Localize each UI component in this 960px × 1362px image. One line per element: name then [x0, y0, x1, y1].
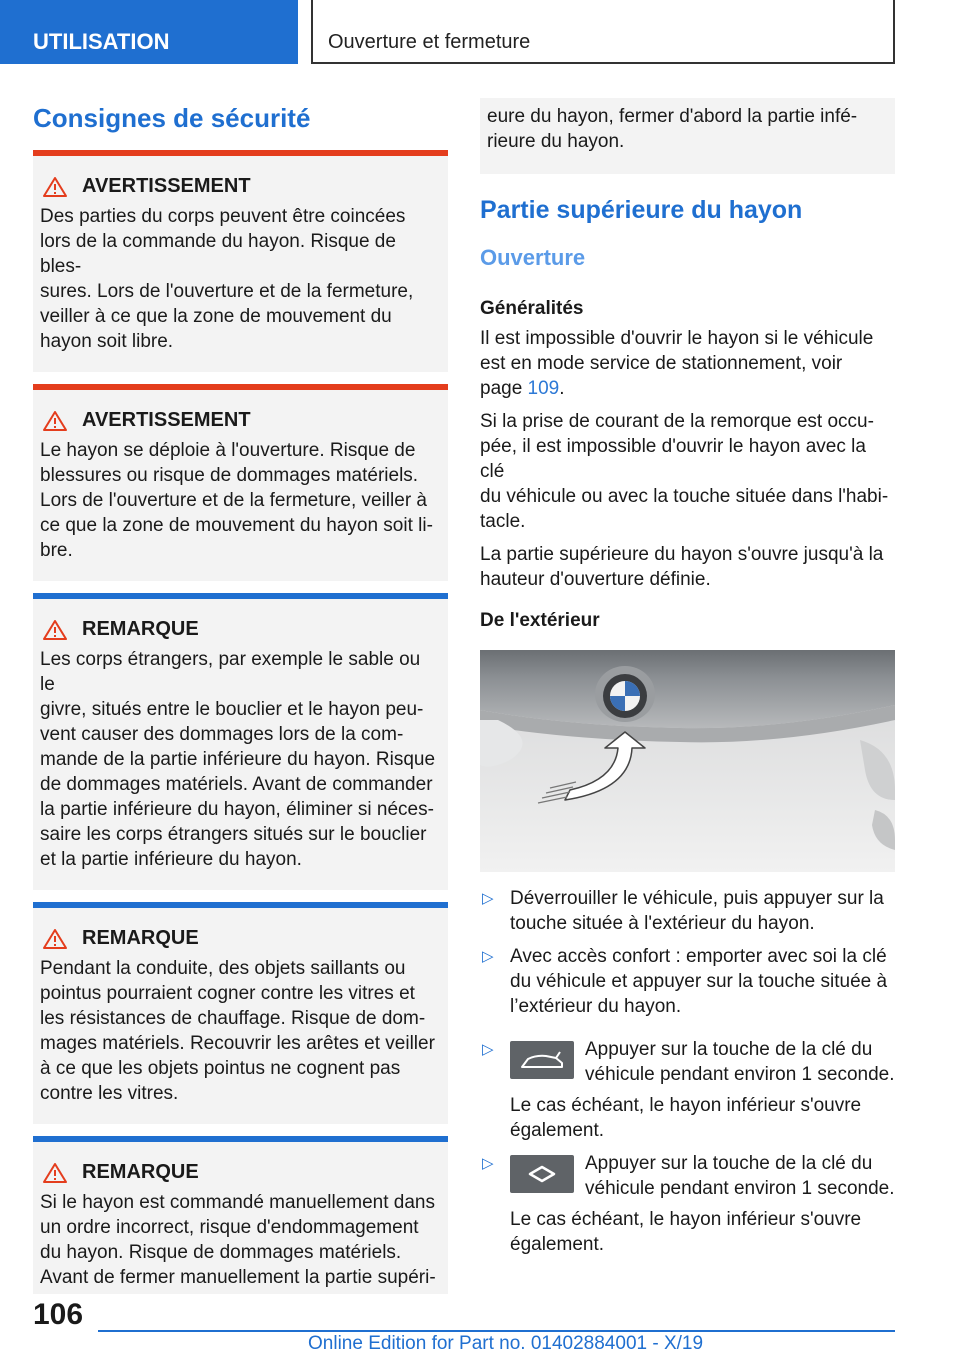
note-box-2: REMARQUE Pendant la conduite, des objets saillants ou pointus pourraient cogner contre les vitres et les résistances de chauffage. Risque de dom- mages matériels. Recouvrir les arêtes et veiller à ce que les objets pointus ne cognent pas contre les vitres. — [33, 902, 448, 1124]
exterior-title: De l'extérieur — [480, 610, 600, 631]
subsubsection-title: Ouverture — [480, 245, 586, 270]
subsection-title: Partie supérieure du hayon — [480, 196, 803, 224]
tailgate-button-photo — [480, 650, 895, 872]
warning-triangle-icon — [42, 410, 68, 432]
list-item: ▷ Déverrouiller le véhicule, puis appuyer sur la touche située à l'extérieur du hayon. — [482, 888, 884, 934]
left-column — [33, 98, 448, 1294]
paragraph-service-mode: Il est impossible d'ouvrir le hayon si le véhicule est en mode service de stationnement, voir page 109. — [480, 328, 874, 399]
warning-title: AVERTISSEMENT — [40, 174, 440, 199]
warning-triangle-icon — [42, 928, 68, 950]
tailgate-key-button-icon — [510, 1041, 574, 1079]
generalities-title: Généralités — [480, 298, 584, 319]
note-box-3: REMARQUE Si le hayon est commandé manuellement dans un ordre incorrect, risque d'endommagement du hayon. Risque de dommages matériels. Avant de fermer manuellement la partie supéri- — [33, 1136, 448, 1294]
header-section: UTILISATION — [0, 0, 298, 64]
right-column — [480, 98, 895, 1257]
note-title: REMARQUE — [40, 617, 440, 642]
header-chapter: Ouverture et fermeture — [311, 0, 895, 64]
paragraph-trailer-socket: Si la prise de courant de la remorque est occu- pée, il est impossible d'ouvrir le hayon avec la clé du véhicule ou avec la touche située dans l'habi- tacle. — [480, 411, 889, 532]
bullet-triangle-icon: ▷ — [482, 948, 494, 965]
footer-edition: Online Edition for Part no. 01402884001 - X/19 — [308, 1333, 704, 1354]
lower-tailgate-key-button-icon — [510, 1155, 574, 1193]
warning-title: AVERTISSEMENT — [40, 408, 440, 433]
bullet-triangle-icon: ▷ — [482, 890, 494, 907]
note-title: REMARQUE — [40, 926, 440, 951]
note-continuation: eure du hayon, fermer d'abord la partie infé- rieure du hayon. — [480, 98, 895, 174]
list-item: ▷ Appuyer sur la touche de la clé du véhicule pendant environ 1 seconde. Le cas échéant, le hayon inférieur s'ouvre également. — [482, 1153, 895, 1255]
section-title: Consignes de sécurité — [33, 103, 311, 133]
footer-divider — [98, 1330, 895, 1332]
page-reference-link[interactable]: 109 — [527, 378, 560, 399]
bullet-triangle-icon: ▷ — [482, 1155, 494, 1172]
page-number: 106 — [33, 1298, 84, 1331]
note-box-1: REMARQUE Les corps étrangers, par exemple le sable ou le givre, situés entre le bouclier et le hayon peu- vent causer des dommages lors de la com- mande de la partie inférieure du hayon. Risque de dommages matériels. Avant de commander la partie inférieure du hayon, éliminer si néces- saire les corps étrangers situés sur le bouclier et la partie inférieure du hayon. — [33, 593, 448, 890]
list-item: ▷ Avec accès confort : emporter avec soi la clé du véhicule et appuyer sur la touche située à l’extérieur du hayon. — [482, 946, 888, 1017]
paragraph-opening-height: La partie supérieure du hayon s'ouvre jusqu'à la hauteur d'ouverture définie. — [480, 544, 884, 590]
bullet-triangle-icon: ▷ — [482, 1041, 494, 1058]
list-item: ▷ Appuyer sur la touche de la clé du véhicule pendant environ 1 seconde. Le cas échéant, le hayon inférieur s'ouvre également. — [482, 1039, 895, 1141]
warning-box-2: AVERTISSEMENT Le hayon se déploie à l'ouverture. Risque de blessures ou risque de dommages matériels. Lors de l'ouverture et de la fermeture, veiller à ce que la zone de mouvement du hayon soit li- bre. — [33, 384, 448, 581]
warning-box-1: AVERTISSEMENT Des parties du corps peuvent être coincées lors de la commande du hayon. Risque de bles- sures. Lors de l'ouverture et de la fermeture, veiller à ce que la zone de mouvement du hayon soit libre. — [33, 150, 448, 372]
note-title: REMARQUE — [40, 1160, 440, 1185]
warning-triangle-icon — [42, 176, 68, 198]
warning-triangle-icon — [42, 619, 68, 641]
warning-triangle-icon — [42, 1162, 68, 1184]
